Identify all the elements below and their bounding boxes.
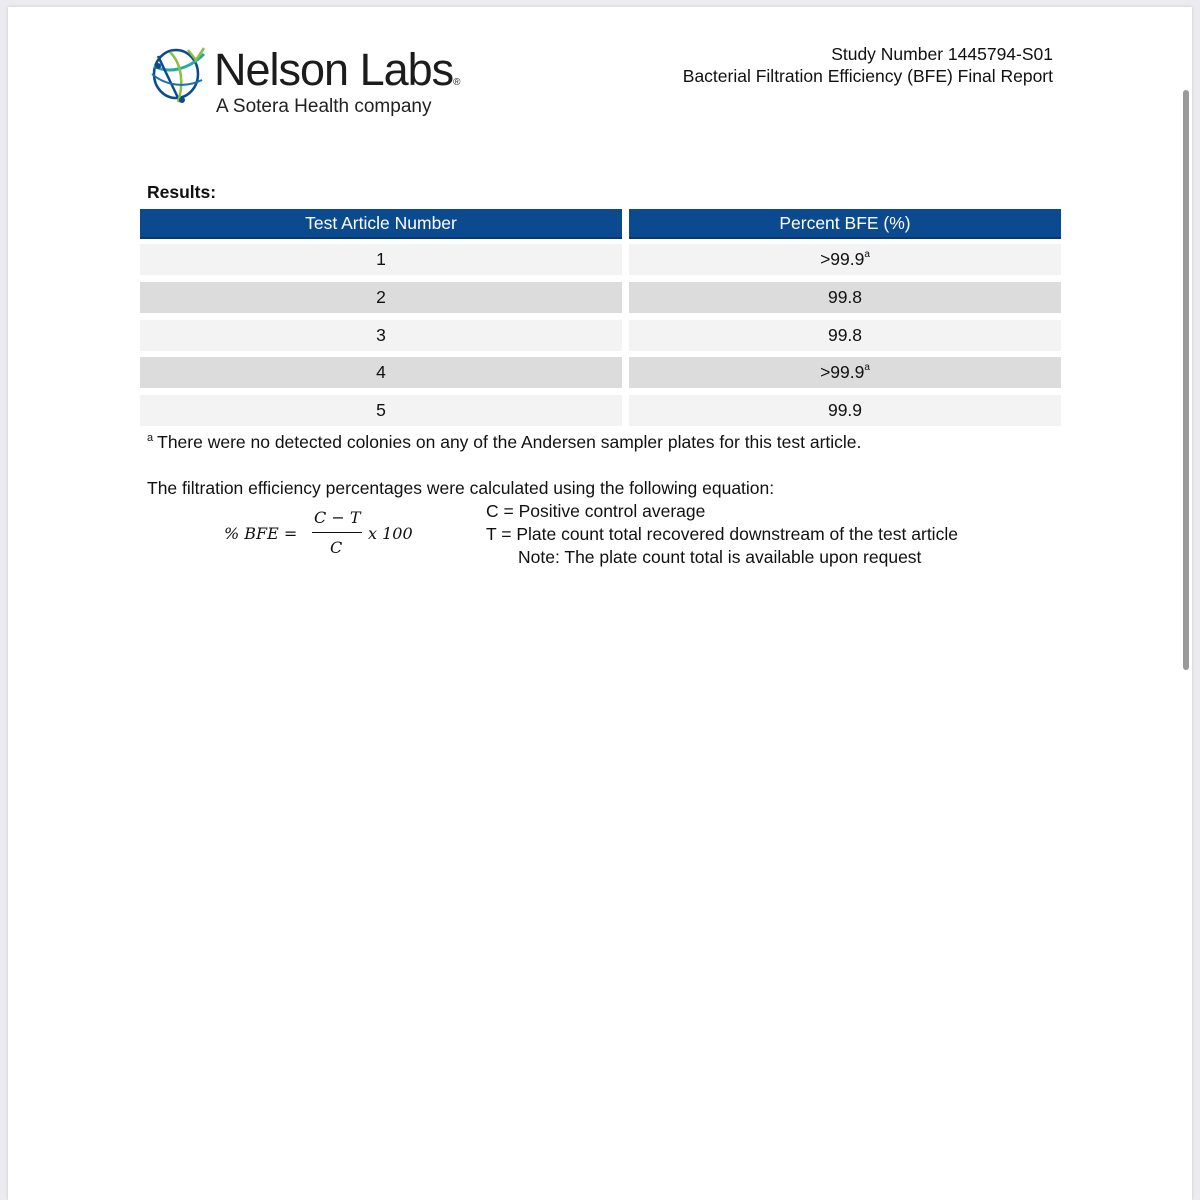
legend-c: C = Positive control average <box>486 501 706 521</box>
legend-t: T = Plate count total recovered downstream of the test article <box>486 524 958 544</box>
table-cell-bfe: >99.9$^a$ <box>629 357 1061 388</box>
footnote-text: There were no detected colonies on any of the Andersen sampler plates for this test article. <box>157 432 862 452</box>
globe-logo-icon <box>148 44 210 110</box>
fraction-bar <box>312 532 362 533</box>
table-cell-bfe: 99.8 <box>629 320 1061 351</box>
column-header-bfe: Percent BFE (%) <box>629 209 1061 239</box>
formula-numerator: C − T <box>314 508 361 527</box>
study-number: Study Number 1445794-S01 <box>831 44 1053 64</box>
legend-note: Note: The plate count total is available upon request <box>518 547 922 567</box>
table-cell-article: 3 <box>140 320 622 351</box>
table-cell-article: 4 <box>140 357 622 388</box>
table-cell-bfe: 99.8 <box>629 282 1061 313</box>
column-header-article: Test Article Number <box>140 209 622 239</box>
formula-denominator: C <box>330 538 343 557</box>
formula-multiplier: x 100 <box>368 524 413 543</box>
company-tagline: A Sotera Health company <box>216 96 432 117</box>
footnote-marker: a <box>147 432 154 444</box>
table-cell-article: 2 <box>140 282 622 313</box>
report-title: Bacterial Filtration Efficiency (BFE) Final Report <box>682 66 1053 86</box>
report-header <box>683 43 1053 87</box>
bfe-formula <box>224 508 424 568</box>
formula-lhs: % BFE = <box>224 524 298 543</box>
table-footnote <box>147 432 861 453</box>
table-cell-bfe: 99.9 <box>629 395 1061 426</box>
nelson-labs-logo <box>148 44 468 124</box>
table-cell-bfe: >99.9$^a$ <box>629 244 1061 275</box>
equation-intro: The filtration efficiency percentages were calculated using the following equation: <box>147 478 775 498</box>
table-cell-article: 1 <box>140 244 622 275</box>
vertical-scrollbar[interactable] <box>1183 90 1189 670</box>
results-heading: Results: <box>147 182 217 202</box>
equation-legend <box>486 500 958 569</box>
company-name: Nelson Labs® <box>214 44 461 95</box>
table-cell-article: 5 <box>140 395 622 426</box>
